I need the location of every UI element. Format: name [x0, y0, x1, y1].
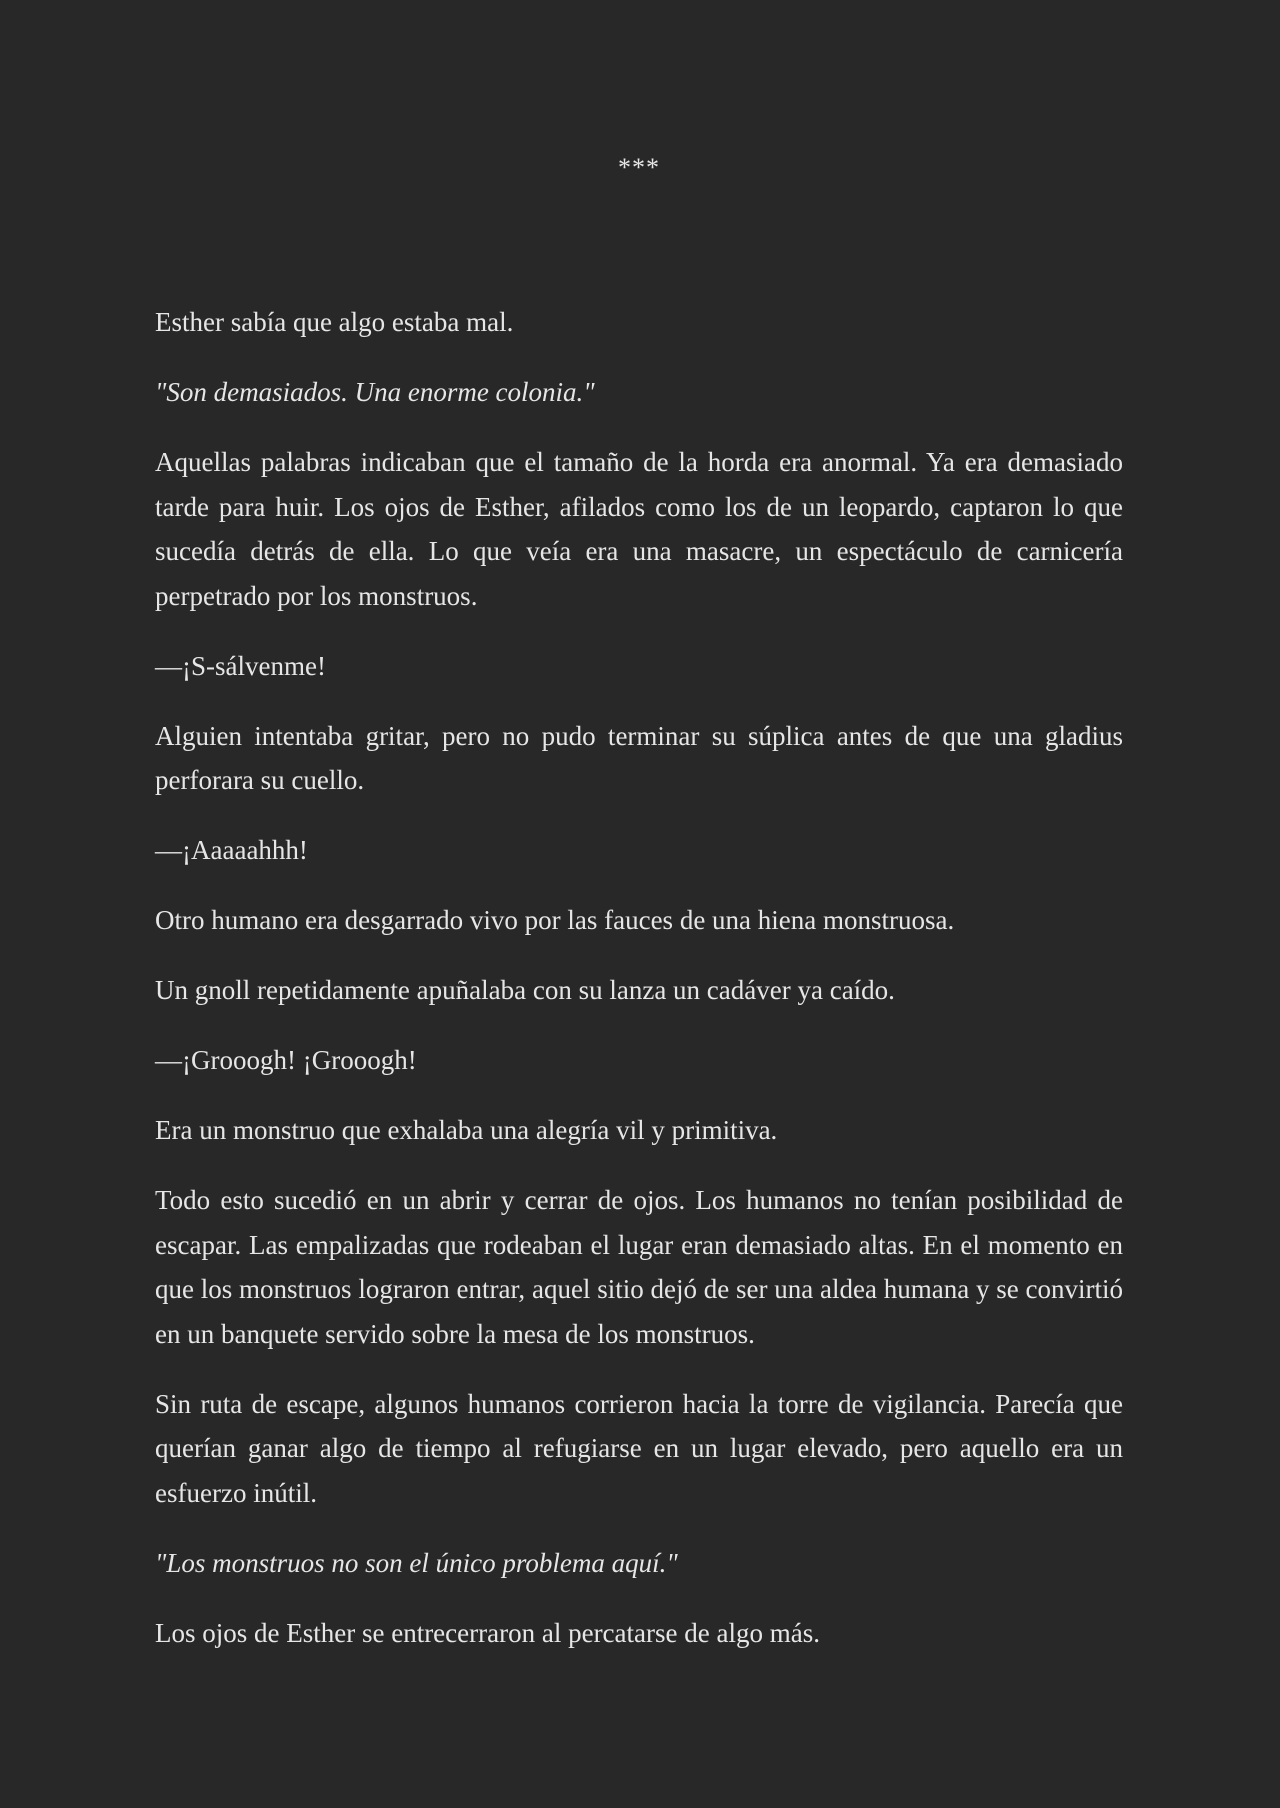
paragraph: Alguien intentaba gritar, pero no pudo terminar su súplica antes de que una gladius perforara su cuello. [155, 720, 1123, 795]
paragraph: Otro humano era desgarrado vivo por las fauces de una hiena monstruosa. [155, 905, 955, 935]
paragraph: Esther sabía que algo estaba mal. [155, 307, 514, 337]
paragraph: Aquellas palabras indicaban que el tamaño de la horda era anormal. Ya era demasiado tarde para huir. Los ojos de Esther, afilados como los de un leopardo, captaron lo que sucedía detrás de ella. Lo que veía era una masacre, un espectáculo de carnicería perpetrado por los monstruos. [155, 447, 1123, 611]
paragraph: Los ojos de Esther se entrecerraron al percatarse de algo más. [155, 1617, 820, 1648]
paragraph: Un gnoll repetidamente apuñalaba con su lanza un cadáver ya caído. [155, 975, 895, 1005]
scene-separator: *** [618, 153, 660, 182]
chapter-content [155, 152, 1123, 1681]
paragraph-dialogue: —¡Grooogh! ¡Grooogh! [155, 1045, 417, 1075]
paragraph-thought: "Son demasiados. Una enorme colonia." [155, 377, 595, 407]
paragraph: Era un monstruo que exhalaba una alegría vil y primitiva. [155, 1115, 778, 1145]
paragraph: Todo esto sucedió en un abrir y cerrar de ojos. Los humanos no tenían posibilidad de escapar. Las empalizadas que rodeaban el lugar eran demasiado altas. En el momento en que los monstruos lograron entrar, aquel sitio dejó de ser una aldea humana y se convirtió en un banquete servido sobre la mesa de los monstruos. [155, 1185, 1123, 1349]
paragraph-dialogue: —¡Aaaaahhh! [155, 835, 308, 865]
paragraph-dialogue: —¡S-sálvenme! [155, 650, 326, 681]
paragraph-thought: "Los monstruos no son el único problema aquí." [155, 1547, 678, 1578]
paragraph: Sin ruta de escape, algunos humanos corrieron hacia la torre de vigilancia. Parecía que querían ganar algo de tiempo al refugiarse en un lugar elevado, pero aquello era un esfuerzo inútil. [155, 1388, 1123, 1508]
